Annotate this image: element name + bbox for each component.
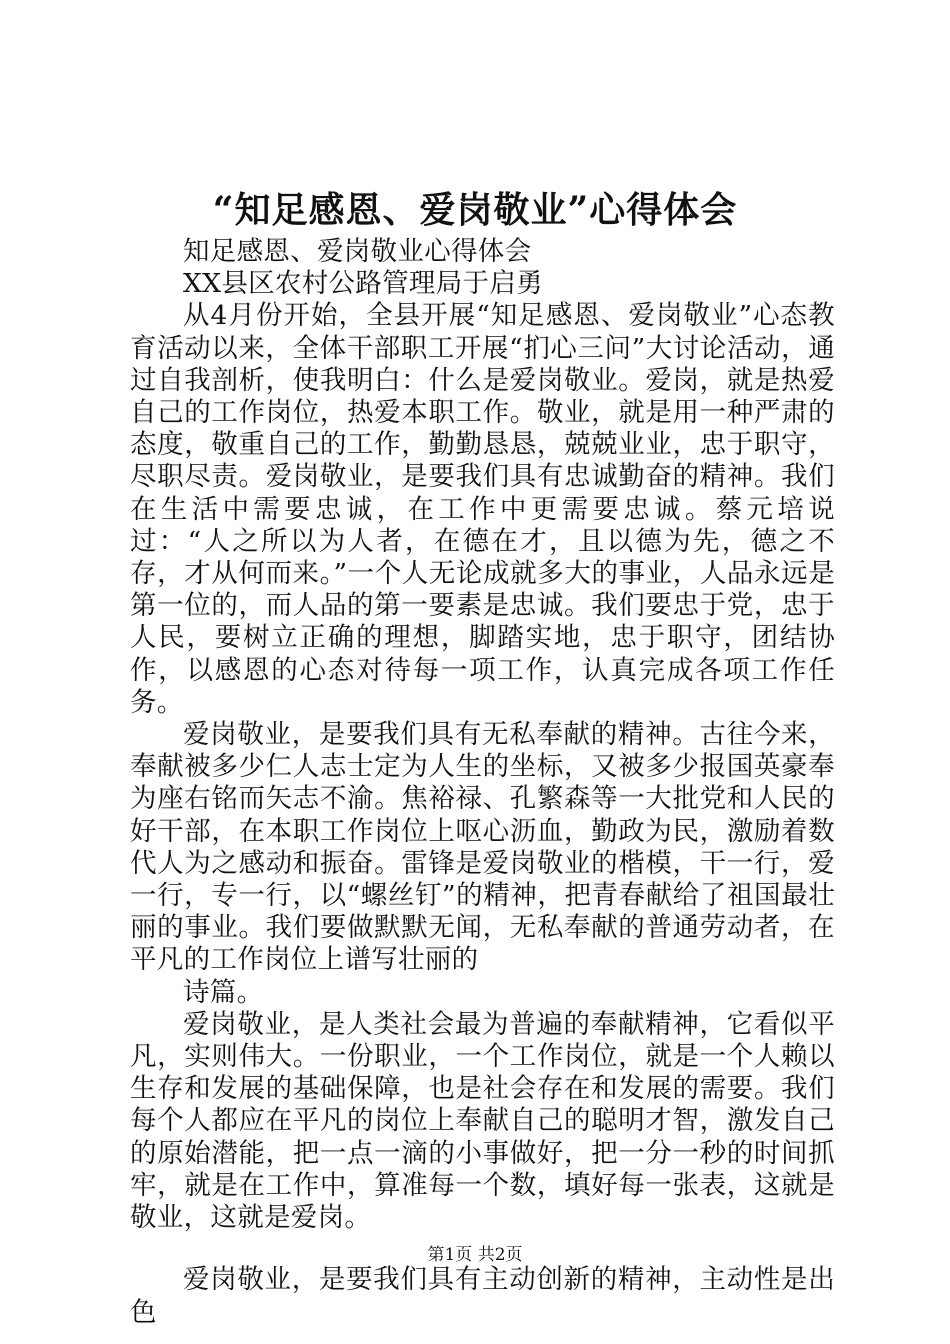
document-body — [130, 236, 835, 1329]
page-footer: 第1页 共2页 — [427, 1245, 523, 1265]
body-paragraph: 爱岗敬业，是要我们具有无私奉献的精神。古往今来，奉献被多少仁人志士定为人生的坐标，又被多少报国英豪奉为座右铭而矢志不渝。焦裕禄、孔繁森等一大批党和人民的好干部，在本职工作岗位上呕心沥血，勤政为民，激励着数代人为之感动和振奋。雷锋是爱岗敬业的楷模，干一行，爱一行，专一行，以“螺丝钉”的精神，把青春献给了祖国最壮丽的事业。我们要做默默无闻，无私奉献的普通劳动者，在平凡的工作岗位上谱写壮丽的 — [130, 719, 835, 976]
body-paragraph: 从4月份开始，全县开展“知足感恩、爱岗敬业”心态教育活动以来，全体干部职工开展“扪心三问”大讨论活动，通过自我剖析，使我明白：什么是爱岗敬业。爱岗，就是热爱自己的工作岗位，热爱本职工作。敬业，就是用一种严肃的态度，敬重自己的工作，勤勤恳恳，兢兢业业，忠于职守，尽职尽责。爱岗敬业，是要我们具有忠诚勤奋的精神。我们在生活中需要忠诚，在工作中更需要忠诚。蔡元培说过：“人之所以为人者，在德在才，且以德为先，德之不存，才从何而来。”一个人无论成就多大的事业，人品永远是第一位的，而人品的第一要素是忠诚。我们要忠于党，忠于人民，要树立正确的理想，脚踏实地，忠于职守，团结协作，以感恩的心态对待每一项工作，认真完成各项工作任务。 — [130, 300, 835, 718]
document-title: “知足感恩、爱岗敬业”心得体会 — [212, 189, 738, 231]
body-paragraph: 爱岗敬业，是要我们具有主动创新的精神，主动性是出色 — [130, 1264, 835, 1328]
body-paragraph: 诗篇。 — [183, 976, 264, 1008]
subtitle-paragraph: 知足感恩、爱岗敬业心得体会 — [183, 236, 532, 267]
body-paragraph: 爱岗敬业，是人类社会最为普遍的奉献精神，它看似平凡，实则伟大。一份职业，一个工作岗位，就是一个人赖以生存和发展的基础保障，也是社会存在和发展的需要。我们每个人都应在平凡的岗位上奉献自己的聪明才智，激发自己的原始潜能，把一点一滴的小事做好，把一分一秒的时间抓牢，就是在工作中，算准每一个数，填好每一张表，这就是敬业，这就是爱岗。 — [130, 1008, 835, 1234]
author-paragraph: XX县区农村公路管理局于启勇 — [183, 268, 543, 300]
